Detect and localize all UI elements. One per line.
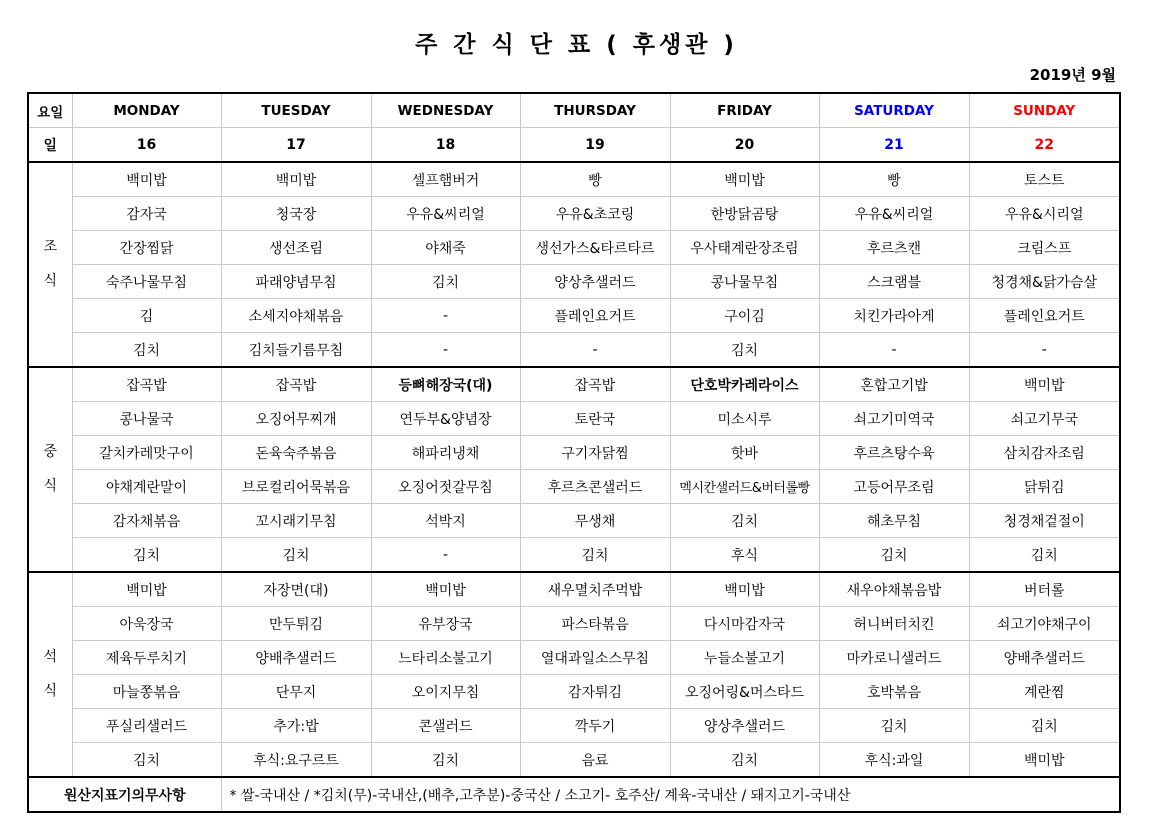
menu-item: 셀프햄버거 [371, 162, 520, 197]
menu-item: 백미밥 [670, 162, 819, 197]
menu-item: 쇠고기미역국 [819, 402, 969, 436]
menu-item: 청경채&닭가슴살 [969, 265, 1120, 299]
menu-item: 새우멸치주먹밥 [520, 572, 670, 607]
menu-item: 제육두루치기 [72, 641, 221, 675]
day-header-row [28, 93, 1120, 128]
menu-item: 콩나물국 [72, 402, 221, 436]
menu-item: 김치 [819, 709, 969, 743]
menu-row [28, 743, 1120, 778]
menu-item: 플레인요거트 [969, 299, 1120, 333]
menu-item: - [371, 333, 520, 368]
menu-item: 김치 [221, 538, 371, 573]
menu-item: 파래양념무침 [221, 265, 371, 299]
menu-item: 누들소불고기 [670, 641, 819, 675]
date-row [28, 128, 1120, 163]
menu-item: 토란국 [520, 402, 670, 436]
menu-item: 김치 [371, 743, 520, 778]
menu-row [28, 675, 1120, 709]
menu-item: 치킨가라아게 [819, 299, 969, 333]
menu-item: 백미밥 [72, 162, 221, 197]
menu-row [28, 607, 1120, 641]
weekday-header-thursday: THURSDAY [520, 93, 670, 128]
date-cell: 21 [819, 128, 969, 163]
menu-item: 우유&시리얼 [969, 197, 1120, 231]
menu-item: 감자튀김 [520, 675, 670, 709]
menu-row [28, 162, 1120, 197]
weekday-header-sunday: SUNDAY [969, 93, 1120, 128]
menu-item: 감자채볶음 [72, 504, 221, 538]
menu-item: 만두튀김 [221, 607, 371, 641]
menu-item: 돈육숙주볶음 [221, 436, 371, 470]
menu-row [28, 709, 1120, 743]
menu-item: 청국장 [221, 197, 371, 231]
menu-item: 스크램블 [819, 265, 969, 299]
menu-item: 쇠고기야채구이 [969, 607, 1120, 641]
menu-item: 고등어무조림 [819, 470, 969, 504]
menu-item: 김치 [72, 743, 221, 778]
menu-item: 삼치감자조림 [969, 436, 1120, 470]
menu-item: 다시마감자국 [670, 607, 819, 641]
menu-item: 소세지야채볶음 [221, 299, 371, 333]
meal-label: 석 식 [28, 572, 72, 777]
menu-item: 우유&씨리얼 [371, 197, 520, 231]
origin-label: 원산지표기의무사항 [28, 777, 221, 812]
date-cell: 17 [221, 128, 371, 163]
weekly-menu-table [27, 92, 1121, 813]
menu-row [28, 197, 1120, 231]
menu-item: 후르츠캔 [819, 231, 969, 265]
menu-item: 콩나물무침 [670, 265, 819, 299]
menu-item: - [520, 333, 670, 368]
menu-item: 혼합고기밥 [819, 367, 969, 402]
menu-item: 후르츠콘샐러드 [520, 470, 670, 504]
weekday-header-wednesday: WEDNESDAY [371, 93, 520, 128]
menu-item: 마카로니샐러드 [819, 641, 969, 675]
origin-text: * 쌀-국내산 / *김치(무)-국내산,(배추,고추분)-중국산 / 소고기- 호주산/ 계육-국내산 / 돼지고기-국내산 [221, 777, 1120, 812]
menu-item: 김치들기름무침 [221, 333, 371, 368]
menu-item: 파스타볶음 [520, 607, 670, 641]
date-cell: 18 [371, 128, 520, 163]
menu-row [28, 402, 1120, 436]
menu-row [28, 333, 1120, 368]
menu-item: 감자국 [72, 197, 221, 231]
date-cell: 19 [520, 128, 670, 163]
menu-item: 김치 [670, 333, 819, 368]
menu-item: 갈치카레맛구이 [72, 436, 221, 470]
menu-item: 백미밥 [969, 367, 1120, 402]
menu-item: 빵 [520, 162, 670, 197]
menu-item: 추가:밥 [221, 709, 371, 743]
menu-item: 한방닭곰탕 [670, 197, 819, 231]
menu-item: - [969, 333, 1120, 368]
menu-row [28, 641, 1120, 675]
menu-item: 백미밥 [969, 743, 1120, 778]
menu-item: 크림스프 [969, 231, 1120, 265]
menu-item: - [371, 299, 520, 333]
menu-item: 백미밥 [72, 572, 221, 607]
menu-item: 콘샐러드 [371, 709, 520, 743]
menu-item: 간장찜닭 [72, 231, 221, 265]
menu-item: 닭튀김 [969, 470, 1120, 504]
menu-item: 호박볶음 [819, 675, 969, 709]
menu-item: 김치 [72, 333, 221, 368]
menu-item: 잡곡밥 [221, 367, 371, 402]
menu-date: 2019년 9월 [1029, 66, 1116, 84]
date-cell: 22 [969, 128, 1120, 163]
menu-item: 생선가스&타르타르 [520, 231, 670, 265]
meal-label: 조 식 [28, 162, 72, 367]
menu-item: 마늘쫑볶음 [72, 675, 221, 709]
menu-item: 빵 [819, 162, 969, 197]
menu-item: 김치 [969, 538, 1120, 573]
menu-item: 김치 [819, 538, 969, 573]
menu-item: 구이김 [670, 299, 819, 333]
menu-item: 계란찜 [969, 675, 1120, 709]
menu-item: 숙주나물무침 [72, 265, 221, 299]
menu-item: 후르츠탕수육 [819, 436, 969, 470]
menu-item: 무생채 [520, 504, 670, 538]
menu-item: 양상추샐러드 [670, 709, 819, 743]
weekday-row-label: 요일 [28, 93, 72, 128]
menu-row [28, 231, 1120, 265]
menu-item: 양배추샐러드 [221, 641, 371, 675]
menu-item: 후식 [670, 538, 819, 573]
menu-row [28, 436, 1120, 470]
menu-item: 열대과일소스무침 [520, 641, 670, 675]
menu-item: 김치 [520, 538, 670, 573]
menu-item: 양상추샐러드 [520, 265, 670, 299]
menu-item: 브로컬리어묵볶음 [221, 470, 371, 504]
menu-item: 새우야채볶음밥 [819, 572, 969, 607]
menu-item: 김치 [670, 504, 819, 538]
menu-row [28, 504, 1120, 538]
menu-row [28, 538, 1120, 573]
menu-item: 김 [72, 299, 221, 333]
menu-item: 오징어무찌개 [221, 402, 371, 436]
menu-item: - [371, 538, 520, 573]
menu-item: 후식:과일 [819, 743, 969, 778]
menu-item: 푸실리샐러드 [72, 709, 221, 743]
menu-item: 오이지무침 [371, 675, 520, 709]
menu-item: 김치 [371, 265, 520, 299]
menu-item: 멕시칸샐러드&버터롤빵 [670, 470, 819, 504]
menu-item: 플레인요거트 [520, 299, 670, 333]
menu-item: 음료 [520, 743, 670, 778]
weekday-header-tuesday: TUESDAY [221, 93, 371, 128]
menu-row [28, 572, 1120, 607]
weekday-header-saturday: SATURDAY [819, 93, 969, 128]
menu-item: 꼬시래기무침 [221, 504, 371, 538]
menu-item: 김치 [72, 538, 221, 573]
menu-item: 백미밥 [670, 572, 819, 607]
menu-item: 잡곡밥 [520, 367, 670, 402]
menu-item: 김치 [670, 743, 819, 778]
menu-item: 석박지 [371, 504, 520, 538]
menu-item: 양배추샐러드 [969, 641, 1120, 675]
menu-row [28, 299, 1120, 333]
menu-item: 연두부&양념장 [371, 402, 520, 436]
menu-item: 쇠고기무국 [969, 402, 1120, 436]
weekday-header-friday: FRIDAY [670, 93, 819, 128]
menu-item: 느타리소불고기 [371, 641, 520, 675]
menu-item: 백미밥 [371, 572, 520, 607]
weekday-header-monday: MONDAY [72, 93, 221, 128]
menu-item: 잡곡밥 [72, 367, 221, 402]
menu-item: 단무지 [221, 675, 371, 709]
menu-item: 우유&씨리얼 [819, 197, 969, 231]
menu-item: 오징어젓갈무침 [371, 470, 520, 504]
menu-item: 단호박카레라이스 [670, 367, 819, 402]
menu-item: 우사태계란장조림 [670, 231, 819, 265]
date-cell: 20 [670, 128, 819, 163]
menu-item: 청경채겉절이 [969, 504, 1120, 538]
menu-row [28, 265, 1120, 299]
menu-row [28, 367, 1120, 402]
menu-item: 우유&초코링 [520, 197, 670, 231]
menu-item: 오징어링&머스타드 [670, 675, 819, 709]
menu-item: 야채죽 [371, 231, 520, 265]
page-title: 주 간 식 단 표 ( 후생관 ) [415, 32, 738, 58]
menu-item: 미소시루 [670, 402, 819, 436]
menu-item: 해초무침 [819, 504, 969, 538]
menu-item: 핫바 [670, 436, 819, 470]
menu-item: 해파리냉채 [371, 436, 520, 470]
menu-item: 허니버터치킨 [819, 607, 969, 641]
menu-item: 김치 [969, 709, 1120, 743]
menu-item: 백미밥 [221, 162, 371, 197]
menu-item: 유부장국 [371, 607, 520, 641]
date-cell: 16 [72, 128, 221, 163]
date-row-label: 일 [28, 128, 72, 163]
menu-item: - [819, 333, 969, 368]
menu-item: 아욱장국 [72, 607, 221, 641]
menu-item: 버터롤 [969, 572, 1120, 607]
menu-item: 후식:요구르트 [221, 743, 371, 778]
menu-row [28, 470, 1120, 504]
menu-item: 생선조림 [221, 231, 371, 265]
menu-item: 자장면(대) [221, 572, 371, 607]
menu-item: 야채계란말이 [72, 470, 221, 504]
menu-item: 등뼈해장국(대) [371, 367, 520, 402]
menu-item: 구기자닭찜 [520, 436, 670, 470]
menu-item: 깍두기 [520, 709, 670, 743]
meal-label: 중 식 [28, 367, 72, 572]
menu-item: 토스트 [969, 162, 1120, 197]
footer-row [28, 777, 1120, 812]
